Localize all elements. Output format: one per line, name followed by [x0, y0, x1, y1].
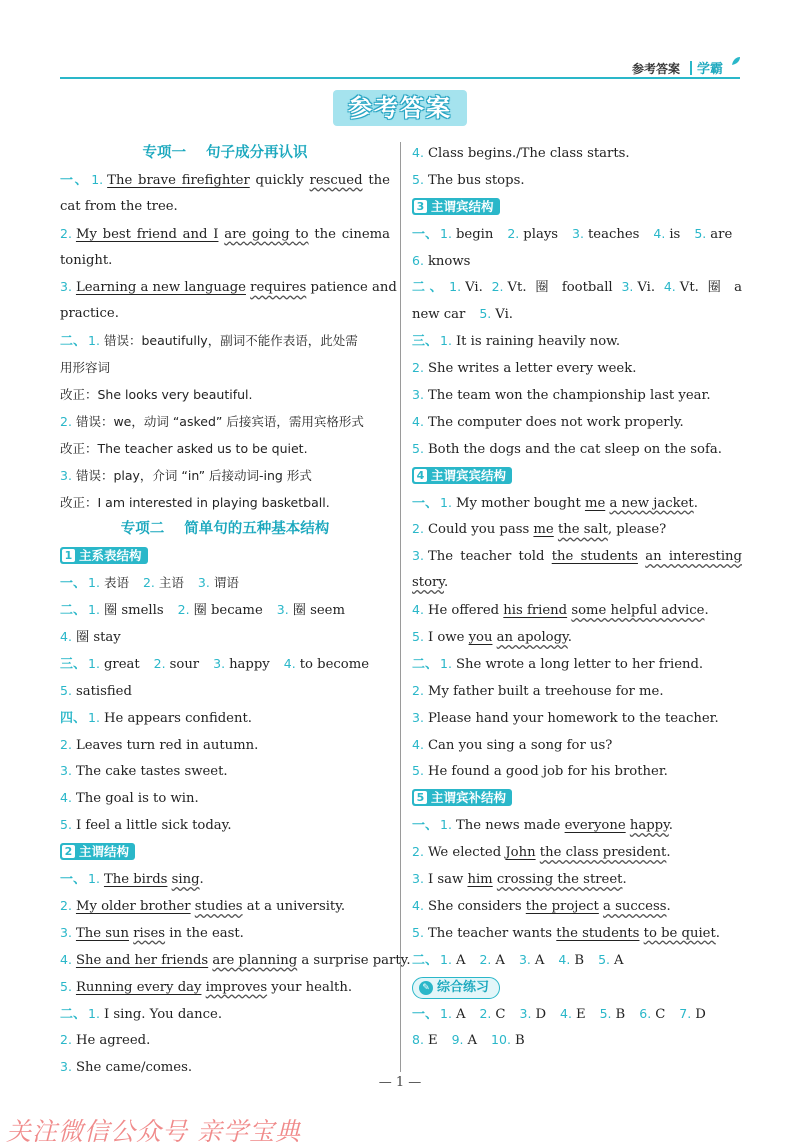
structure-badge: 2 主谓结构	[60, 843, 135, 860]
answer-line: 4. Can you sing a song for us?	[412, 736, 613, 753]
answer-line: 3. She came/comes.	[60, 1059, 193, 1076]
answer-line: 2. Leaves turn red in autumn.	[60, 736, 259, 753]
answer-line: 3. The team won the championship last year.	[412, 387, 711, 404]
answer-line: 4. He offered his friend some helpful advice.	[412, 602, 709, 619]
structure-badge: 1 主系表结构	[60, 547, 148, 564]
answer-line: 3. 错误：play，介词 “in” 后接动词-ing 形式	[60, 467, 312, 483]
answer-line: 2. Could you pass me the salt, please?	[412, 521, 667, 538]
answer-line: 二、 1. Vi. 2. Vt. 圈 football 3. Vi. 4. Vt. 圈 a	[412, 279, 742, 296]
answer-line: 3. The sun rises in the east.	[60, 924, 244, 941]
answer-line: 一、 1. A 2. C 3. D 4. E 5. B 6. C 7. D	[412, 1005, 706, 1022]
answer-line: 2. 错误：we，动词 “asked” 后接宾语，需用宾格形式	[60, 413, 364, 429]
section-heading-1: 专项一 句子成分再认识	[142, 145, 308, 161]
answer-line: 4. The goal is to win.	[60, 790, 199, 807]
answer-line: new car 5. Vi.	[412, 306, 513, 323]
badge-row	[412, 974, 742, 1001]
answer-line: 8. E 9. A 10. B	[412, 1032, 525, 1049]
answer-line: 4. Class begins./The class starts.	[412, 145, 630, 161]
answer-line: 二、 1. I sing. You dance.	[60, 1005, 223, 1022]
answer-line: 用形容词	[60, 360, 111, 376]
answer-line: 3. Learning a new language requires patience and	[60, 279, 397, 296]
answer-line: 5. I owe you an apology.	[412, 629, 572, 646]
answer-line: 一、 1. 表语 2. 主语 3. 谓语	[60, 575, 239, 592]
answer-line: 三、 1. great 2. sour 3. happy 4. to become	[60, 655, 370, 672]
answer-line: 4. The computer does not work properly.	[412, 413, 684, 430]
answer-line: 5. The teacher wants the students to be quiet.	[412, 924, 720, 941]
column-divider	[400, 142, 401, 1072]
section-heading-2: 专项二 简单句的五种基本结构	[120, 521, 330, 538]
answer-line: 一、 1. My mother bought me a new jacket.	[412, 494, 698, 511]
leaf-icon	[731, 56, 741, 66]
answer-line: 3. I saw him crossing the street.	[412, 871, 627, 888]
badge-row	[412, 194, 742, 221]
answer-line: 一、 1. The news made everyone happy.	[412, 817, 673, 834]
answer-line: 6. knows	[412, 252, 471, 269]
structure-badge: 3 主谓宾结构	[412, 198, 500, 215]
answer-line: 一、 1. The birds sing.	[60, 871, 204, 888]
answer-line: 一、 1. The brave firefighter quickly rescued the	[60, 171, 390, 188]
right-column	[412, 140, 742, 1054]
pencil-icon: ✎	[419, 981, 433, 995]
answer-line: practice.	[60, 306, 119, 322]
answer-line: 5. Both the dogs and the cat sleep on the sofa.	[412, 440, 722, 457]
badge-row	[412, 785, 742, 812]
answer-line: 改正：I am interested in playing basketball.	[60, 494, 330, 510]
answer-line: 二、 1. A 2. A 3. A 4. B 5. A	[412, 951, 624, 968]
answer-line: 4. She considers the project a success.	[412, 897, 671, 914]
badge-row	[60, 839, 390, 866]
answer-line: cat from the tree.	[60, 198, 178, 214]
answer-line: 二、 1. 错误：beautifully，副词不能作表语，此处需	[60, 333, 358, 350]
answer-line: 5. satisfied	[60, 682, 132, 699]
practice-badge: ✎ 综合练习	[412, 977, 500, 999]
answer-line: 3. The teacher told the students an interesting	[412, 548, 742, 565]
header-label: 参考答案	[632, 62, 681, 76]
header-logo: 学霸	[697, 62, 724, 77]
page-number: — 1 —	[378, 1075, 422, 1090]
answer-line: 改正：The teacher asked us to be quiet.	[60, 440, 308, 456]
badge-row	[60, 543, 390, 570]
answer-line: 5. The bus stops.	[412, 171, 525, 188]
answer-line: 2. My father built a treehouse for me.	[412, 682, 664, 699]
header-rule	[60, 77, 740, 79]
answer-line: 四、 1. He appears confident.	[60, 709, 252, 726]
answer-line: 4. 圈 stay	[60, 629, 121, 646]
answer-line: 三、 1. It is raining heavily now.	[412, 333, 621, 350]
answer-line: 2. My best friend and I are going to the cinema	[60, 225, 390, 242]
answer-line: 2. We elected John the class president.	[412, 844, 671, 861]
structure-badge: 5 主谓宾补结构	[412, 789, 512, 806]
header-separator	[690, 61, 692, 75]
answer-line: story.	[412, 575, 449, 591]
answer-line: 2. He agreed.	[60, 1032, 151, 1049]
answer-line: 5. Running every day improves your health.	[60, 978, 353, 995]
answer-line: 3. Please hand your homework to the teacher.	[412, 709, 719, 726]
answer-line: 一、 1. begin 2. plays 3. teaches 4. is 5. are	[412, 225, 733, 242]
answer-line: tonight.	[60, 252, 113, 268]
answer-line: 4. She and her friends are planning a surprise party.	[60, 951, 411, 968]
page-title: 参考答案	[348, 94, 452, 122]
answer-line: 5. I feel a little sick today.	[60, 817, 232, 834]
answer-line: 二、 1. She wrote a long letter to her friend.	[412, 655, 704, 672]
answer-line: 5. He found a good job for his brother.	[412, 763, 668, 780]
answer-line: 2. My older brother studies at a university.	[60, 897, 346, 914]
answer-line: 二、 1. 圈 smells 2. 圈 became 3. 圈 seem	[60, 602, 345, 619]
structure-badge: 4 主谓宾宾结构	[412, 467, 512, 484]
watermark: 关注微信公众号 亲学宝典	[6, 1117, 301, 1146]
badge-row	[412, 463, 742, 490]
left-column	[60, 140, 411, 1081]
answer-line: 改正：She looks very beautiful.	[60, 387, 253, 403]
answer-line: 2. She writes a letter every week.	[412, 360, 637, 377]
answer-line: 3. The cake tastes sweet.	[60, 763, 228, 780]
